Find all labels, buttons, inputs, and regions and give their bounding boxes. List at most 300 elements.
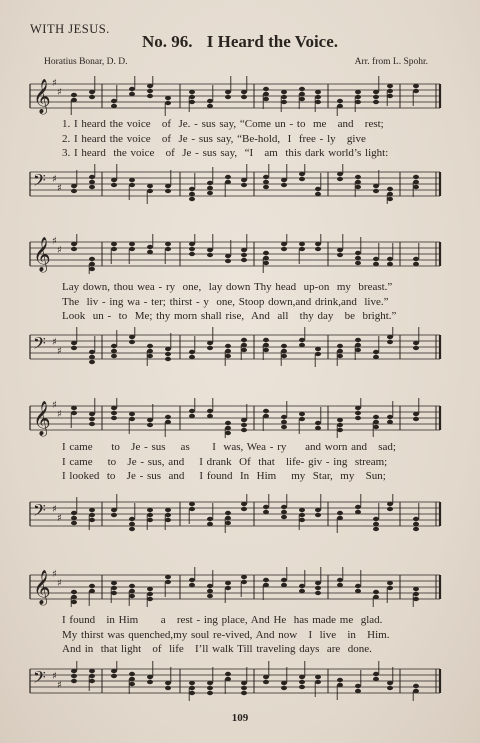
note-head — [387, 685, 393, 689]
note-head — [337, 253, 343, 257]
note-head — [413, 417, 419, 421]
note-head — [225, 174, 231, 178]
note-head — [111, 348, 117, 352]
note-head — [111, 242, 117, 246]
note-head — [225, 259, 231, 263]
note-head — [71, 345, 77, 349]
note-head — [71, 183, 77, 187]
note-head — [189, 100, 195, 104]
note-head — [165, 580, 171, 584]
note-head — [129, 242, 135, 246]
note-head — [315, 242, 321, 246]
note-head — [337, 583, 343, 587]
words-credit: Horatius Bonar, D. D. — [44, 57, 128, 67]
note-head — [225, 179, 231, 183]
note-head — [189, 247, 195, 251]
note-head — [189, 506, 195, 510]
note-head — [299, 684, 305, 688]
sharp-icon: ♯ — [52, 503, 57, 515]
note-head — [165, 507, 171, 511]
note-head — [413, 340, 419, 344]
note-head — [315, 90, 321, 94]
note-head — [241, 177, 247, 181]
sharp-icon: ♯ — [52, 400, 57, 411]
note-head — [263, 578, 269, 582]
note-head — [263, 414, 269, 418]
hymn-name: I Heard the Voice. — [206, 32, 339, 51]
sharp-icon: ♯ — [52, 173, 57, 185]
note-head — [413, 89, 419, 93]
note-head — [337, 515, 343, 519]
bass-staff — [28, 164, 442, 204]
note-head — [387, 334, 393, 338]
note-head — [189, 685, 195, 689]
note-head — [225, 348, 231, 352]
note-head — [207, 584, 213, 588]
note-head — [387, 339, 393, 343]
note-head — [71, 678, 77, 682]
note-head — [111, 507, 117, 511]
note-head — [207, 340, 213, 344]
note-head — [207, 516, 213, 520]
note-head — [299, 412, 305, 416]
note-head — [71, 673, 77, 677]
note-head — [129, 584, 135, 588]
note-head — [355, 584, 361, 588]
bass-staff — [28, 327, 442, 367]
sharp-icon: ♯ — [52, 569, 57, 580]
bass-staff — [28, 494, 442, 534]
note-head — [299, 342, 305, 346]
note-head — [189, 583, 195, 587]
note-head — [373, 595, 379, 599]
note-head — [189, 501, 195, 505]
note-head — [299, 512, 305, 516]
note-head — [89, 359, 95, 363]
note-head — [207, 185, 213, 189]
note-head — [373, 95, 379, 99]
note-head — [263, 97, 269, 101]
note-head — [89, 174, 95, 178]
note-head — [263, 679, 269, 683]
sharp-icon: ♯ — [57, 245, 62, 256]
note-head — [129, 676, 135, 680]
bass-clef-icon: 𝄢 — [33, 499, 46, 524]
note-head — [147, 597, 153, 601]
note-head — [337, 99, 343, 103]
note-head — [387, 680, 393, 684]
note-head — [299, 674, 305, 678]
note-head — [89, 589, 95, 593]
note-head — [299, 337, 305, 341]
note-head — [355, 416, 361, 420]
note-head — [189, 680, 195, 684]
note-head — [373, 90, 379, 94]
note-head — [315, 100, 321, 104]
lyric-line-verse-2: The liv - ing wa - ter; thirst - y one, Stoop down,and drink,and live.” — [62, 295, 389, 308]
note-head — [89, 507, 95, 511]
note-head — [337, 348, 343, 352]
lyrics-block — [28, 117, 442, 161]
sharp-icon: ♯ — [52, 336, 57, 348]
bass-staff — [28, 661, 442, 701]
note-head — [315, 421, 321, 425]
note-head — [207, 345, 213, 349]
note-head — [387, 257, 393, 261]
note-head — [281, 420, 287, 424]
note-head — [263, 337, 269, 341]
note-head — [337, 418, 343, 422]
note-head — [241, 418, 247, 422]
note-head — [315, 191, 321, 195]
note-head — [89, 179, 95, 183]
note-head — [189, 252, 195, 256]
note-head — [147, 84, 153, 88]
note-head — [71, 510, 77, 514]
note-head — [207, 594, 213, 598]
note-head — [413, 521, 419, 525]
note-head — [147, 423, 153, 427]
note-head — [207, 690, 213, 694]
note-head — [281, 343, 287, 347]
note-head — [111, 182, 117, 186]
note-head — [413, 257, 419, 261]
lyrics-block — [28, 280, 442, 324]
treble-staff — [28, 234, 442, 274]
note-head — [147, 592, 153, 596]
note-head — [355, 509, 361, 513]
note-head — [413, 683, 419, 687]
note-head — [413, 516, 419, 520]
note-head — [225, 343, 231, 347]
note-head — [337, 510, 343, 514]
note-head — [299, 417, 305, 421]
note-head — [413, 174, 419, 178]
treble-clef-icon: 𝄞 — [33, 79, 51, 114]
note-head — [207, 180, 213, 184]
note-head — [241, 506, 247, 510]
note-head — [241, 90, 247, 94]
note-head — [373, 420, 379, 424]
note-head — [147, 343, 153, 347]
note-head — [241, 685, 247, 689]
note-head — [387, 84, 393, 88]
note-head — [281, 90, 287, 94]
note-head — [355, 406, 361, 410]
note-head — [387, 506, 393, 510]
note-head — [263, 504, 269, 508]
note-head — [129, 671, 135, 675]
note-head — [413, 592, 419, 596]
note-head — [129, 594, 135, 598]
note-head — [225, 586, 231, 590]
note-head — [207, 414, 213, 418]
note-head — [263, 174, 269, 178]
note-head — [207, 409, 213, 413]
lyric-line-verse-2: I came to Je - sus, and I drank Of that life- giv - ing stream; — [62, 455, 388, 468]
note-head — [165, 685, 171, 689]
note-head — [189, 196, 195, 200]
lyric-line-verse-2: My thirst was quenched,my soul re-vived, And now I live in Him. — [62, 628, 390, 641]
note-head — [281, 242, 287, 246]
note-head — [387, 420, 393, 424]
sharp-icon: ♯ — [52, 670, 57, 682]
note-head — [315, 95, 321, 99]
note-head — [189, 90, 195, 94]
note-head — [387, 89, 393, 93]
note-head — [165, 247, 171, 251]
note-head — [147, 94, 153, 98]
note-head — [263, 92, 269, 96]
note-head — [241, 690, 247, 694]
lyric-line-verse-3: 3. I heard the voice of Je - sus say, “I am this dark world’s light: — [62, 147, 389, 159]
note-head — [89, 267, 95, 271]
note-head — [165, 346, 171, 350]
note-head — [387, 586, 393, 590]
note-head — [337, 248, 343, 252]
note-head — [147, 517, 153, 521]
note-head — [189, 186, 195, 190]
note-head — [281, 514, 287, 518]
note-head — [71, 93, 77, 97]
note-head — [165, 188, 171, 192]
note-head — [281, 353, 287, 357]
note-head — [147, 188, 153, 192]
note-head — [299, 176, 305, 180]
note-head — [129, 177, 135, 181]
lyric-line-verse-1: 1. I heard the voice of Je. - sus say, “Come un - to me and rest; — [62, 118, 384, 130]
note-head — [189, 354, 195, 358]
note-head — [241, 248, 247, 252]
note-head — [89, 673, 95, 677]
note-head — [241, 95, 247, 99]
note-head — [241, 258, 247, 262]
lyrics-block — [28, 440, 442, 484]
note-head — [129, 339, 135, 343]
note-head — [281, 425, 287, 429]
lyric-line-verse-1: Lay down, thou wea - ry one, lay down Thy head up-on my breast.” — [62, 281, 393, 293]
note-head — [315, 346, 321, 350]
note-head — [299, 97, 305, 101]
note-head — [387, 415, 393, 419]
running-head: WITH JESUS. — [30, 22, 110, 36]
note-head — [373, 676, 379, 680]
note-head — [281, 680, 287, 684]
note-head — [225, 581, 231, 585]
note-head — [281, 583, 287, 587]
note-head — [241, 580, 247, 584]
note-head — [355, 337, 361, 341]
note-head — [71, 411, 77, 415]
note-head — [71, 590, 77, 594]
note-head — [413, 587, 419, 591]
note-head — [413, 184, 419, 188]
note-head — [89, 512, 95, 516]
note-head — [355, 179, 361, 183]
hymn-number: No. 96. — [141, 32, 193, 51]
note-head — [71, 668, 77, 672]
note-head — [165, 420, 171, 424]
note-head — [387, 581, 393, 585]
note-head — [281, 348, 287, 352]
note-head — [129, 417, 135, 421]
note-head — [355, 504, 361, 508]
note-head — [373, 354, 379, 358]
note-head — [71, 595, 77, 599]
note-head — [337, 104, 343, 108]
note-head — [89, 354, 95, 358]
note-head — [147, 674, 153, 678]
note-head — [355, 95, 361, 99]
note-head — [355, 688, 361, 692]
note-head — [189, 414, 195, 418]
note-head — [225, 510, 231, 514]
treble-staff — [28, 398, 442, 438]
note-head — [165, 512, 171, 516]
note-head — [71, 188, 77, 192]
note-head — [241, 253, 247, 257]
note-head — [241, 347, 247, 351]
note-head — [165, 96, 171, 100]
note-head — [387, 501, 393, 505]
note-head — [299, 517, 305, 521]
note-head — [111, 353, 117, 357]
page-number: 109 — [231, 712, 249, 724]
note-head — [129, 334, 135, 338]
note-head — [373, 183, 379, 187]
note-head — [189, 95, 195, 99]
note-head — [281, 177, 287, 181]
bass-clef-icon: 𝄢 — [33, 666, 46, 691]
note-head — [89, 517, 95, 521]
note-head — [263, 179, 269, 183]
note-head — [355, 251, 361, 255]
lyric-line-verse-1: I came to Je - sus as I was, Wea - ry and worn and sad; — [62, 441, 396, 453]
note-head — [355, 174, 361, 178]
hymn-title — [0, 32, 480, 52]
note-head — [413, 179, 419, 183]
note-head — [207, 253, 213, 257]
note-head — [299, 507, 305, 511]
note-head — [111, 581, 117, 585]
note-head — [129, 521, 135, 525]
note-head — [373, 671, 379, 675]
note-head — [315, 679, 321, 683]
note-head — [241, 680, 247, 684]
music-credit: Arr. from L. Spohr. — [354, 57, 428, 67]
note-head — [413, 526, 419, 530]
sharp-icon: ♯ — [57, 345, 62, 357]
note-head — [147, 507, 153, 511]
sharp-icon: ♯ — [52, 236, 57, 247]
treble-staff — [28, 567, 442, 607]
note-head — [263, 347, 269, 351]
note-head — [315, 581, 321, 585]
note-head — [355, 100, 361, 104]
note-head — [263, 509, 269, 513]
treble-clef-icon: 𝄞 — [33, 237, 51, 272]
note-head — [299, 584, 305, 588]
note-head — [165, 356, 171, 360]
note-head — [129, 589, 135, 593]
note-head — [281, 100, 287, 104]
note-head — [129, 247, 135, 251]
note-head — [165, 242, 171, 246]
note-head — [299, 242, 305, 246]
note-head — [337, 677, 343, 681]
note-head — [225, 431, 231, 435]
note-head — [111, 591, 117, 595]
note-head — [147, 250, 153, 254]
note-head — [263, 87, 269, 91]
note-head — [225, 676, 231, 680]
note-head — [263, 409, 269, 413]
note-head — [241, 575, 247, 579]
note-head — [165, 680, 171, 684]
note-head — [315, 247, 321, 251]
note-head — [71, 520, 77, 524]
note-head — [413, 262, 419, 266]
note-head — [129, 526, 135, 530]
note-head — [387, 191, 393, 195]
note-head — [315, 674, 321, 678]
note-head — [241, 337, 247, 341]
note-head — [207, 521, 213, 525]
lyric-line-verse-2: 2. I heard the voice of Je - sus say, “Be-hold, I free - ly give — [62, 132, 366, 145]
note-head — [89, 257, 95, 261]
note-head — [387, 196, 393, 200]
note-head — [263, 342, 269, 346]
lyric-line-verse-1: I found in Him a rest - ing place, And He has made me glad. — [62, 614, 383, 626]
lyrics-block — [28, 613, 442, 657]
lyric-line-verse-3: I looked to Je - sus and I found In Him my Star, my Sun; — [62, 470, 386, 482]
note-head — [89, 90, 95, 94]
note-head — [263, 256, 269, 260]
note-head — [263, 184, 269, 188]
note-head — [71, 600, 77, 604]
note-head — [225, 95, 231, 99]
note-head — [147, 353, 153, 357]
note-head — [207, 589, 213, 593]
note-head — [147, 183, 153, 187]
note-head — [147, 587, 153, 591]
note-head — [373, 516, 379, 520]
note-head — [337, 578, 343, 582]
note-head — [281, 504, 287, 508]
note-head — [89, 184, 95, 188]
note-head — [355, 683, 361, 687]
note-head — [337, 682, 343, 686]
note-head — [89, 678, 95, 682]
bass-clef-icon: 𝄢 — [33, 169, 46, 194]
lyric-line-verse-3: And in that light of life I’ll walk Till traveling days are done. — [62, 643, 372, 655]
note-head — [89, 422, 95, 426]
note-head — [207, 104, 213, 108]
note-head — [165, 101, 171, 105]
note-head — [165, 415, 171, 419]
note-head — [207, 190, 213, 194]
sharp-icon: ♯ — [57, 409, 62, 420]
note-head — [355, 256, 361, 260]
note-head — [147, 348, 153, 352]
note-head — [189, 409, 195, 413]
note-head — [71, 515, 77, 519]
note-head — [129, 681, 135, 685]
note-head — [413, 688, 419, 692]
note-head — [165, 517, 171, 521]
note-head — [355, 411, 361, 415]
note-head — [111, 343, 117, 347]
